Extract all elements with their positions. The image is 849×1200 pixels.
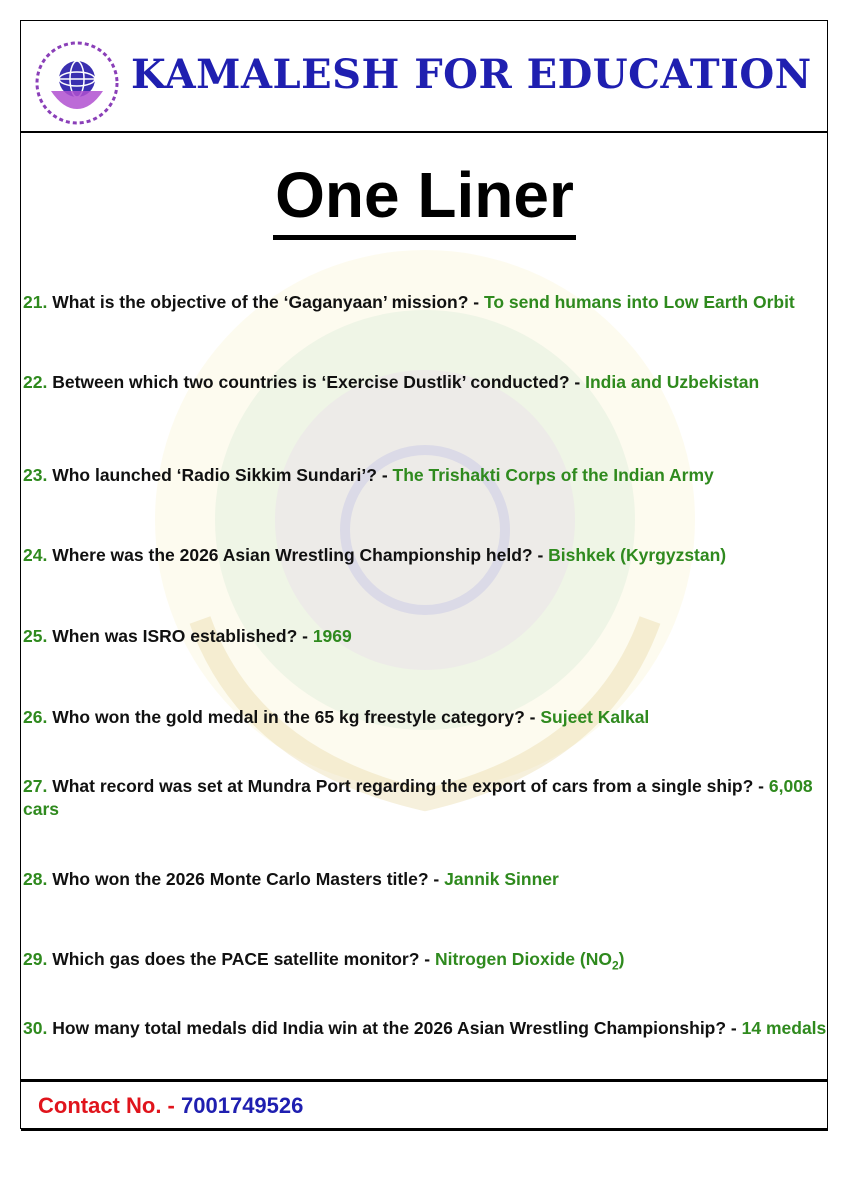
brand-name: KAMALESH FOR EDUCATION [131, 51, 812, 98]
contact-label: Contact No. - [38, 1093, 175, 1118]
page-title-text: One Liner [273, 162, 576, 240]
footer-divider [21, 1079, 828, 1082]
globe-hands-logo-icon [33, 39, 121, 127]
contact-phone: 7001749526 [181, 1093, 304, 1118]
footer-bottom-border [21, 1128, 828, 1131]
question-item: 22. Between which two countries is ‘Exercise Dustlik’ conducted? - India and Uzbekistan [23, 372, 760, 392]
question-item: 26. Who won the gold medal in the 65 kg freestyle category? - Sujeet Kalkal [23, 707, 650, 727]
question-item: 21. What is the objective of the ‘Gaganyaan’ mission? - To send humans into Low Earth Orbit [23, 292, 795, 312]
question-item: 29. Which gas does the PACE satellite monitor? - Nitrogen Dioxide $(NO_2)$ [23, 949, 625, 973]
question-item: 25. When was ISRO established? - 1969 [23, 626, 352, 646]
question-item: 23. Who launched ‘Radio Sikkim Sundari’? - The Trishakti Corps of the Indian Army [23, 465, 714, 485]
question-item: 30. How many total medals did India win at the 2026 Asian Wrestling Championship? - 14 medals [23, 1018, 827, 1038]
question-item: 27. What record was set at Mundra Port regarding the export of cars from a single ship? - 6,008 cars [23, 776, 813, 819]
contact-info [38, 1093, 303, 1119]
header [21, 21, 827, 133]
question-item: 24. Where was the 2026 Asian Wrestling Championship held? - Bishkek (Kyrgyzstan) [23, 545, 727, 565]
page-title [0, 159, 849, 240]
question-item: 28. Who won the 2026 Monte Carlo Masters title? - Jannik Sinner [23, 869, 559, 889]
